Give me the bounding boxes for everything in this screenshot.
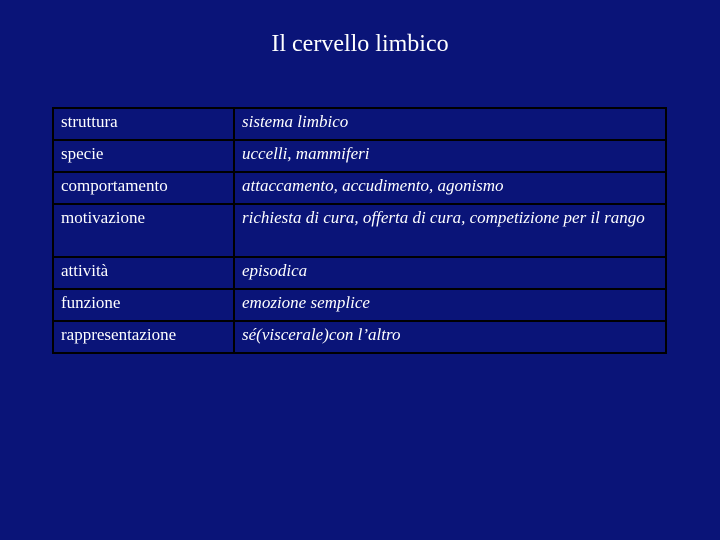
table-row xyxy=(53,108,666,140)
row-value: uccelli, mammiferi xyxy=(234,140,666,172)
row-value: richiesta di cura, offerta di cura, competizione per il rango xyxy=(234,204,666,257)
table-row xyxy=(53,204,666,257)
row-value: emozione semplice xyxy=(234,289,666,321)
table-row xyxy=(53,257,666,289)
table-row xyxy=(53,321,666,353)
properties-table xyxy=(52,107,667,354)
row-value: attaccamento, accudimento, agonismo xyxy=(234,172,666,204)
slide-title: Il cervello limbico xyxy=(271,31,449,57)
row-label: attività xyxy=(53,257,234,289)
row-label: funzione xyxy=(53,289,234,321)
row-value: sé(viscerale)con l’altro xyxy=(234,321,666,353)
table-row xyxy=(53,289,666,321)
row-label: rappresentazione xyxy=(53,321,234,353)
table-row xyxy=(53,172,666,204)
table-row xyxy=(53,140,666,172)
row-value: sistema limbico xyxy=(234,108,666,140)
row-label: motivazione xyxy=(53,204,234,257)
row-label: struttura xyxy=(53,108,234,140)
row-label: specie xyxy=(53,140,234,172)
row-label: comportamento xyxy=(53,172,234,204)
row-value: episodica xyxy=(234,257,666,289)
